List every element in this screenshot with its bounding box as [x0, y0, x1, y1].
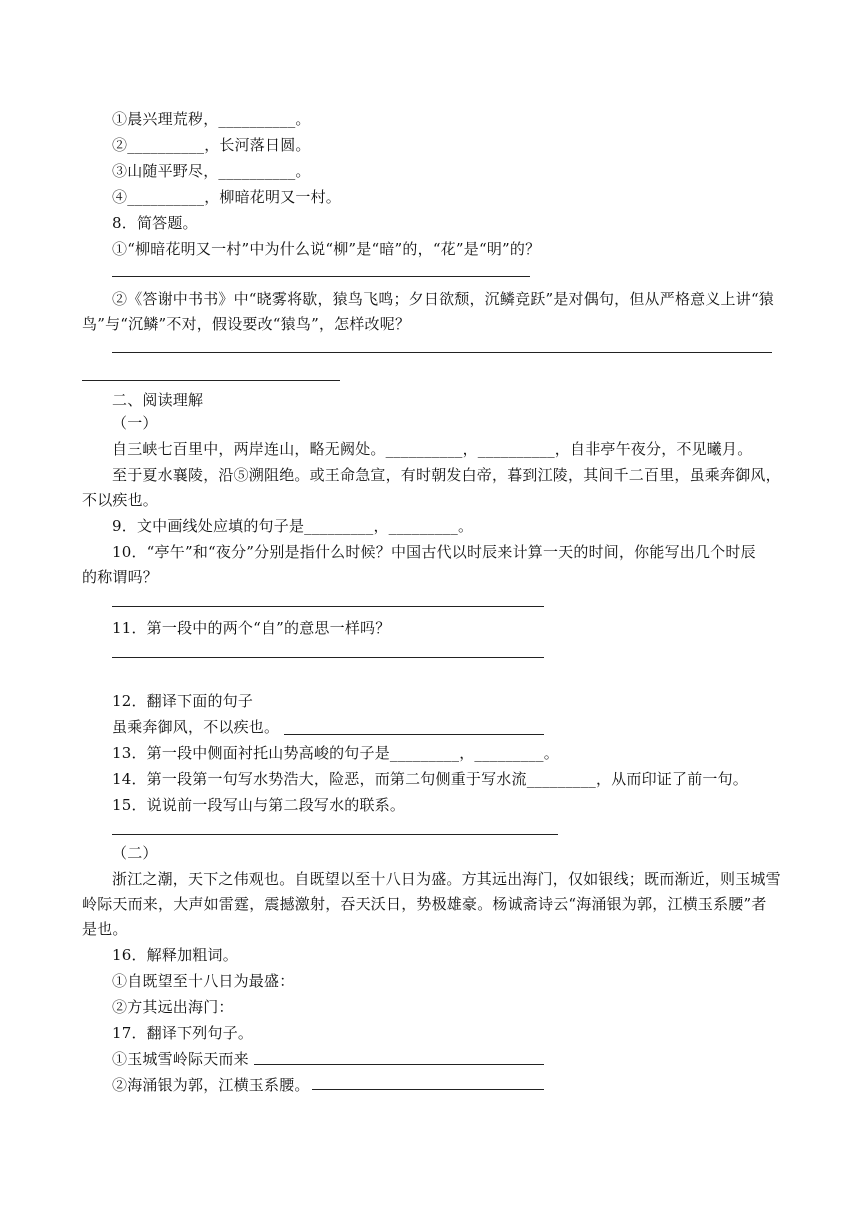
question-12-sentence: 虽乘奔御风，不以疾也。 — [112, 718, 280, 736]
question-16: 16．解释加粗词。 — [112, 946, 238, 964]
question-14: 14．第一段第一句写水势浩大，险恶，而第二句侧重于写水流_________，从而印证了前一句。 — [112, 770, 748, 788]
passage-2-line-3: 是也。 — [82, 920, 128, 938]
poem-blank-1: ①晨兴理荒秽，__________。 — [112, 110, 311, 128]
question-16-item-1: ①自既望至十八日为最盛： — [112, 972, 295, 990]
question-15: 15．说说前一段写山与第二段写水的联系。 — [112, 796, 406, 814]
question-11: 11．第一段中的两个“自”的意思一样吗？ — [112, 619, 391, 637]
answer-line — [254, 1064, 544, 1065]
question-16-item-2: ②方其远出海门： — [112, 998, 234, 1016]
question-8-title: 8．简答题。 — [112, 214, 198, 232]
answer-line — [284, 734, 544, 735]
answer-line — [112, 834, 558, 835]
question-8-part-2: ②《答谢中书书》中“晓雾将歇，猿鸟飞鸣；夕日欲颓，沉鳞竞跃”是对偶句，但从严格意义上讲“猿 — [112, 290, 775, 308]
question-13: 13．第一段中侧面衬托山势高峻的句子是_________，_________。 — [112, 744, 559, 762]
question-17: 17．翻译下列句子。 — [112, 1024, 254, 1042]
answer-line — [112, 657, 544, 658]
poem-blank-3: ③山随平野尽，__________。 — [112, 162, 311, 180]
answer-line — [312, 1089, 544, 1090]
question-9: 9．文中画线处应填的句子是_________，_________。 — [112, 517, 474, 535]
question-17-item-2: ②海涌银为郭，江横玉系腰。 — [112, 1076, 310, 1094]
question-10-cont: 的称谓吗？ — [82, 568, 159, 586]
question-17-item-1: ①玉城雪岭际天而来 — [112, 1050, 249, 1068]
question-10: 10．“亭午”和“夜分”分别是指什么时候？中国古代以时辰来计算一天的时间，你能写出几个时辰 — [112, 543, 756, 561]
question-8-part-1: ①“柳暗花明又一村”中为什么说“柳”是“暗”的，“花”是“明”的？ — [112, 240, 541, 258]
poem-blank-2: ②__________，长河落日圆。 — [112, 136, 311, 154]
passage-2-line-2: 岭际天而来，大声如雷霆，震撼激射，吞天沃日，势极雄豪。杨诚斋诗云“海涌银为郭，江横玉系腰”者 — [82, 895, 767, 913]
answer-line — [112, 276, 530, 277]
poem-blank-4: ④__________，柳暗花明又一村。 — [112, 188, 342, 206]
answer-line — [112, 352, 772, 353]
answer-line — [82, 380, 340, 381]
passage-2-line-1: 浙江之潮，天下之伟观也。自既望以至十八日为盛。方其远出海门，仅如银线；既而渐近，则玉城雪 — [112, 870, 781, 888]
question-12: 12．翻译下面的句子 — [112, 692, 254, 710]
passage-1-para-2: 至于夏水襄陵，沿⑤溯阻绝。或王命急宣，有时朝发白帝，暮到江陵，其间千二百里，虽乘奔御风， — [112, 466, 781, 484]
answer-line — [112, 606, 544, 607]
section-reading-title: 二、阅读理解 — [112, 391, 204, 409]
passage-1-label: （一） — [112, 414, 158, 432]
question-8-part-2-cont: 鸟”与“沉鳞”不对，假设要改“猿鸟”，怎样改呢？ — [82, 315, 411, 333]
passage-1-para-1: 自三峡七百里中，两岸连山，略无阙处。__________，__________，自非亭午夜分，不见曦月。 — [112, 440, 753, 458]
passage-2-label: （二） — [112, 844, 158, 862]
passage-1-para-2-cont: 不以疾也。 — [82, 491, 159, 509]
